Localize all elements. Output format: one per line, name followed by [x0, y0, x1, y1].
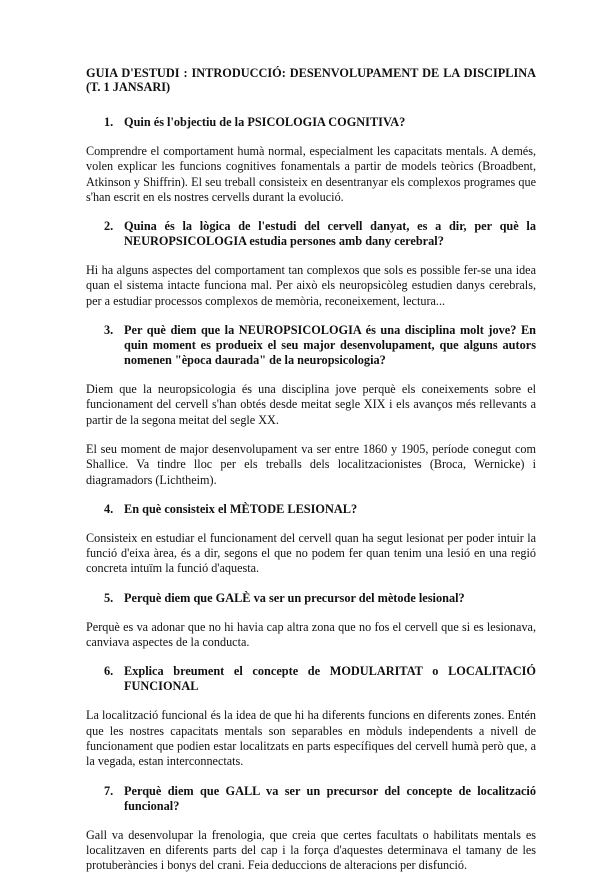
question-number: 3. — [104, 323, 114, 338]
question-text: Perquè diem que GALL va ser un precursor del concepte de localització funcional? — [124, 783, 536, 813]
section-6 — [86, 664, 536, 769]
question-text: Perquè diem que GALÈ va ser un precursor del mètode lesional? — [124, 590, 465, 605]
section-1 — [86, 115, 536, 205]
answer-paragraph: La localització funcional és la idea de que hi ha diferents funcions en diferents zones. Entén que les nostres capacitats mentals son separables en mòduls independents a nivell de funcionament que podien estar localitzats en parts específiques del cervell humà però que, a la vegada, estan interconnectats. — [86, 708, 536, 769]
section-7 — [86, 784, 536, 873]
answer-paragraph: Gall va desenvolupar la frenologia, que creia que certes facultats o habilitats mentals es localitzaven en diferents parts del cap i la força d'aquestes determinava el tamany de les protuberàncies i bonys del crani. Feia deduccions de alteracions per disfunció. — [86, 827, 536, 873]
section-2 — [86, 219, 536, 309]
answer-paragraph: Diem que la neuropsicologia és una disciplina jove perquè els coneixements sobre el funcionament del cervell s'han obtés desde meitat segle XIX i els avanços més rellevants a partir de la segona meitat del segle XX. — [86, 382, 536, 427]
question-text: Explica breument el concepte de MODULARITAT o LOCALITACIÓ FUNCIONAL — [124, 664, 536, 694]
section-4 — [86, 502, 536, 577]
question-text: Quin és l'objectiu de la PSICOLOGIA COGNITIVA? — [124, 115, 406, 129]
question-7 — [86, 784, 536, 814]
section-3 — [86, 323, 536, 488]
question-number: 4. — [104, 501, 114, 516]
question-text: Per què diem que la NEUROPSICOLOGIA és una disciplina molt jove? En quin moment es produeix el seu major desenvolupament, que alguns autors nomenen "època daurada" de la neuropsicologia? — [124, 323, 536, 368]
question-4 — [86, 502, 536, 517]
question-3 — [86, 323, 536, 368]
question-5 — [86, 591, 536, 606]
question-number: 7. — [104, 783, 114, 798]
document-title: GUIA D'ESTUDI : INTRODUCCIÓ: DESENVOLUPAMENT DE LA DISCIPLINA (T. 1 JANSARI) — [86, 66, 536, 94]
section-5 — [86, 591, 536, 651]
question-number: 6. — [104, 664, 114, 679]
question-text: Quina és la lògica de l'estudi del cervell danyat, es a dir, per què la NEUROPSICOLOGIA estudia persones amb dany cerebral? — [124, 219, 536, 249]
answer-paragraph: El seu moment de major desenvolupament va ser entre 1860 y 1905, període conegut com Shallice. Va tindre lloc per els treballs dels localitzacionistes (Broca, Wernicke) i diagramadors (Lichtheim). — [86, 441, 536, 487]
question-number: 2. — [104, 219, 114, 234]
question-1 — [86, 115, 536, 130]
question-number: 1. — [104, 115, 114, 129]
answer-paragraph: Comprendre el comportament humà normal, especialment les capacitats mentals. A demés, volen explicar les funcions cognitives fonamentals a partir de models teòrics (Broadbent, Atkinson y Shiffrin). El seu treball consisteix en desentranyar els complexos programes que s'han escrit en els nostres cervells durant la evolució. — [86, 144, 536, 204]
question-number: 5. — [104, 590, 114, 605]
question-6 — [86, 664, 536, 694]
question-text: En què consisteix el MÈTODE LESIONAL? — [124, 501, 358, 516]
answer-paragraph: Perquè es va adonar que no hi havia cap altra zona que no fos el cervell que si es lesionava, canviava aspectes de la conducta. — [86, 619, 536, 650]
answer-paragraph: Hi ha alguns aspectes del comportament tan complexos que sols es possible fer-se una idea quan el sistema intacte funciona mal. Per això els neuropsicòleg estudien danys cerebrals, per a estudiar processos complexos de memòria, reconeixement, lectura... — [86, 263, 536, 308]
question-2 — [86, 219, 536, 249]
answer-paragraph: Consisteix en estudiar el funcionament del cervell quan ha segut lesionat per poder intuir la funció d'eixa àrea, és a dir, segons el que no podem fer quan tenim una lesió en una regió concreta intuïm la funció d'aquesta. — [86, 530, 536, 576]
